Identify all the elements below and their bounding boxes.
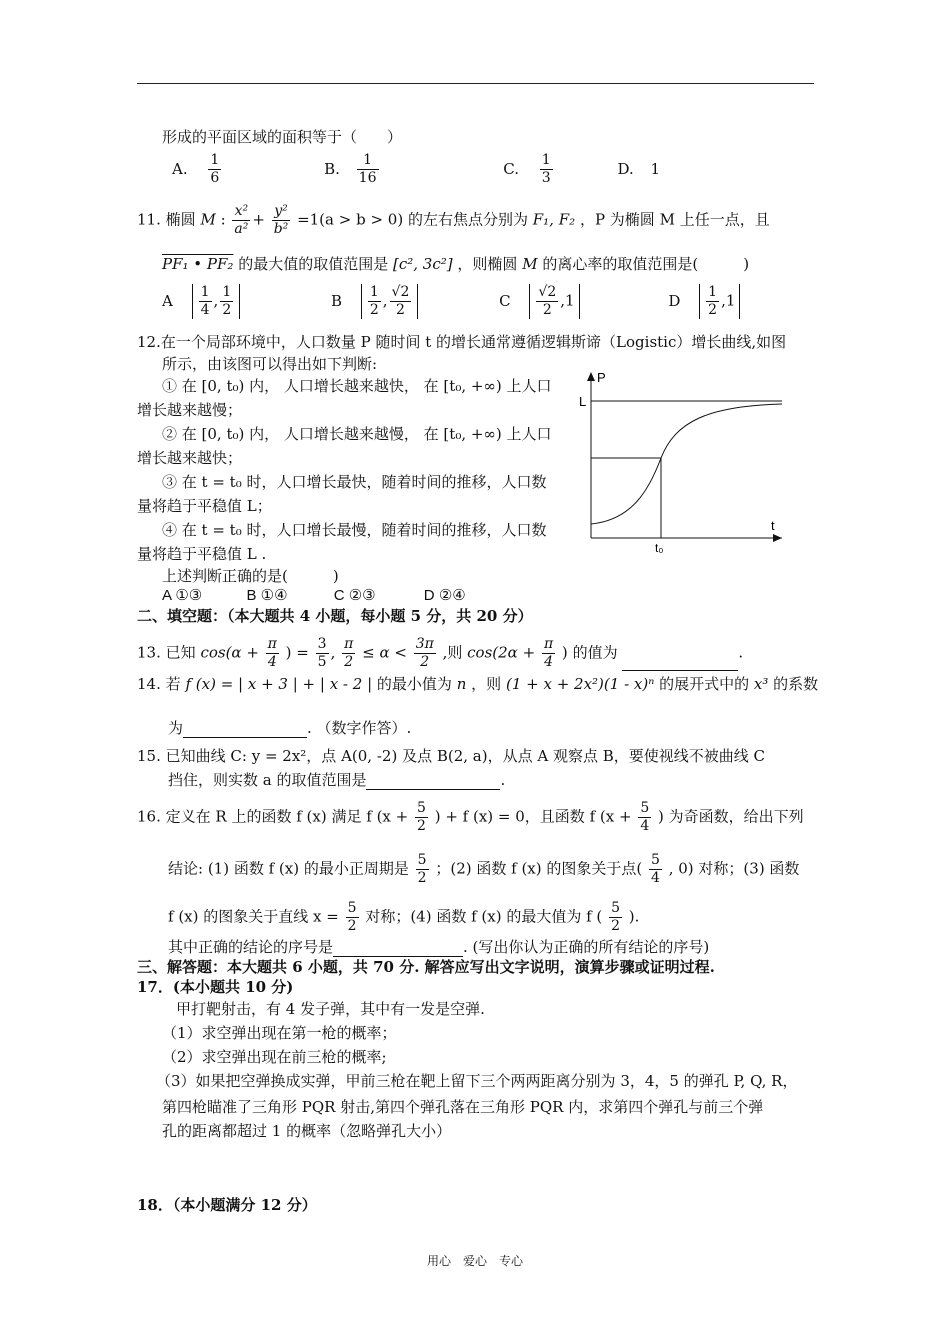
q15-answer-blank[interactable] bbox=[366, 773, 500, 790]
q12-statement-2a: ② 在 [0, t₀) 内， 人口增长越来越慢， 在 [t₀, +∞) 上人口 bbox=[162, 425, 552, 443]
q17-part3-line2: 第四枪瞄准了三角形 PQR 射击,第四个弹孔落在三角形 PQR 内，求第四个弹孔与前三个弹 bbox=[162, 1098, 764, 1116]
q17-part3-line1: （3）如果把空弹换成实弹，甲前三枪在靶上留下三个两两距离分别为 3，4，5 的弹孔 P, Q, R， bbox=[156, 1072, 798, 1090]
q12-options bbox=[162, 586, 466, 606]
q12-option-c: C ②③ bbox=[333, 587, 376, 604]
q11-option-d: D $\frac{1}{2}$ ,1 bbox=[668, 292, 740, 310]
q12-statement-1a: ① 在 [0, t₀) 内， 人口增长越来越快， 在 [t₀, +∞) 上人口 bbox=[162, 377, 552, 395]
q10-option-c: C. $\frac{1}{3}$ bbox=[503, 152, 551, 186]
header-rule bbox=[137, 83, 814, 84]
page-footer: 用心 爱心 专心 bbox=[426, 1254, 523, 1268]
q16-answer-blank[interactable] bbox=[333, 940, 463, 957]
q16-line4: 其中正确的结论的序号是 . (写出你认为正确的所有结论的序号) bbox=[168, 938, 710, 956]
y-axis-label: P bbox=[597, 370, 606, 385]
q14-line1: 14. 若 f (x) = | x + 3 | + | x - 2 | 的最小值为 n ，则 (1 + x + 2x²)(1 - x)ⁿ 的展开式中的 x³ 的系数 bbox=[137, 675, 819, 693]
q16-line2: 结论: (1) 函数 f (x) 的最小正周期是 $\frac{5}{2}$ ；(2) 函数 f (x) 的图象关于点( $\frac{5}{4}$ , 0) 对称；(3) 函数 bbox=[168, 852, 800, 886]
t0-label: t₀ bbox=[655, 541, 664, 555]
q14-answer-blank[interactable] bbox=[183, 721, 307, 738]
q16-line1: 16. 定义在 R 上的函数 f (x) 满足 f (x + $\frac{5}{2}$ ) + f (x) = 0，且函数 f (x + $\frac{5}{4}$ ) 为奇函数，给出下列 bbox=[137, 800, 804, 834]
q12-option-b: B ①④ bbox=[246, 587, 288, 604]
q10-options bbox=[172, 152, 660, 187]
q10-continuation: 形成的平面区域的面积等于（ ） bbox=[162, 128, 403, 146]
q18-head: 18．（本小题满分 12 分） bbox=[137, 1196, 317, 1214]
x-axis-arrow bbox=[773, 534, 782, 542]
q12-option-d: D ②④ bbox=[423, 587, 466, 604]
q16-line3: f (x) 的图象关于直线 x = $\frac{5}{2}$ 对称；(4) 函数 f (x) 的最大值为 f ( $\frac{5}{2}$ ). bbox=[168, 900, 640, 934]
L-label: L bbox=[579, 394, 587, 409]
q17-part1: （1）求空弹出现在第一枪的概率； bbox=[162, 1024, 397, 1042]
q13: 13. 已知 cos(α + $\frac{\pi}{4}$ ) = $\frac{3}{5}$ , $\frac{\pi}{2}$ ≤ α < $\frac{3\pi}{2}$ ,则 cos(2α + $\frac{\pi}{4}$ ) 的值为 . bbox=[137, 636, 744, 670]
q12-statement-4b: 量将趋于平稳值 L . bbox=[137, 545, 267, 563]
logistic-curve-figure bbox=[577, 370, 787, 555]
q12-statement-3b: 量将趋于平稳值 L； bbox=[137, 497, 272, 515]
y-axis-arrow bbox=[587, 372, 595, 381]
q13-answer-blank[interactable] bbox=[622, 654, 738, 671]
q12-statement-2b: 增长越来越快； bbox=[137, 449, 243, 467]
q11-line1: 11. 椭圆 M : $\frac{\text{x²}}{\text{a²}}$ + $\frac{\text{y²}}{\text{b²}}$ =1(a > b > 0) 的左右焦点分别为 F₁, F₂ ，P 为椭圆 M 上任一点，且 bbox=[137, 203, 770, 237]
q17-part3-line3: 孔的距离都超过 1 的概率（忽略弹孔大小） bbox=[162, 1122, 452, 1140]
q11-line2: PF₁ • PF₂ 的最大值的取值范围是 [c², 3c²] ，则椭圆 M 的离心率的取值范围是( ) bbox=[162, 255, 750, 273]
section-2-title: 二、填空题：（本大题共 4 小题，每小题 5 分，共 20 分） bbox=[137, 607, 533, 625]
q15-line1: 15. 已知曲线 C: y = 2x²，点 A(0, -2) 及点 B(2, a)，从点 A 观察点 B，要使视线不被曲线 C bbox=[137, 747, 765, 765]
q12-line2: 所示，由该图可以得出如下判断: bbox=[162, 355, 378, 373]
q12-statement-3a: ③ 在 t = t₀ 时，人口增长最快，随着时间的推移，人口数 bbox=[162, 473, 547, 491]
q12-option-a: A ①③ bbox=[162, 587, 203, 604]
section-3-title: 三、解答题：本大题共 6 小题，共 70 分. 解答应写出文字说明，演算步骤或证明过程. bbox=[137, 958, 715, 976]
q10-option-b: B. $\frac{1}{16}$ bbox=[324, 152, 377, 186]
x-axis-label: t bbox=[771, 518, 775, 533]
q11-options bbox=[162, 284, 740, 319]
q11-option-b: B $\frac{1}{2}$ , $\frac{√2}{2}$ bbox=[331, 292, 423, 310]
q12-statement-1b: 增长越来越慢； bbox=[137, 401, 243, 419]
q11-option-a: A $\frac{1}{4}$ , $\frac{1}{2}$ bbox=[162, 292, 245, 310]
q17-head: 17．(本小题共 10 分) bbox=[137, 978, 294, 996]
q10-option-a: A. $\frac{1}{6}$ bbox=[172, 152, 220, 186]
q17-line1: 甲打靶射击，有 4 发子弹，其中有一发是空弹. bbox=[176, 1000, 485, 1018]
q14-line2: 为 . （数字作答）. bbox=[168, 719, 412, 737]
q12-question: 上述判断正确的是( ) bbox=[162, 567, 339, 585]
q11-option-c: C $\frac{√2}{2}$ ,1 bbox=[499, 292, 584, 310]
q12-statement-4a: ④ 在 t = t₀ 时，人口增长最慢，随着时间的推移，人口数 bbox=[162, 521, 547, 539]
q12-line1: 12.在一个局部环境中，人口数量 P 随时间 t 的增长通常遵循逻辑斯谛（Logistic）增长曲线,如图 bbox=[137, 333, 787, 351]
q17-part2: （2）求空弹出现在前三枪的概率; bbox=[162, 1048, 387, 1066]
q10-option-d: D. 1 bbox=[617, 159, 661, 178]
q15-line2: 挡住，则实数 a 的取值范围是 . bbox=[168, 771, 506, 789]
logistic-curve bbox=[591, 404, 782, 524]
